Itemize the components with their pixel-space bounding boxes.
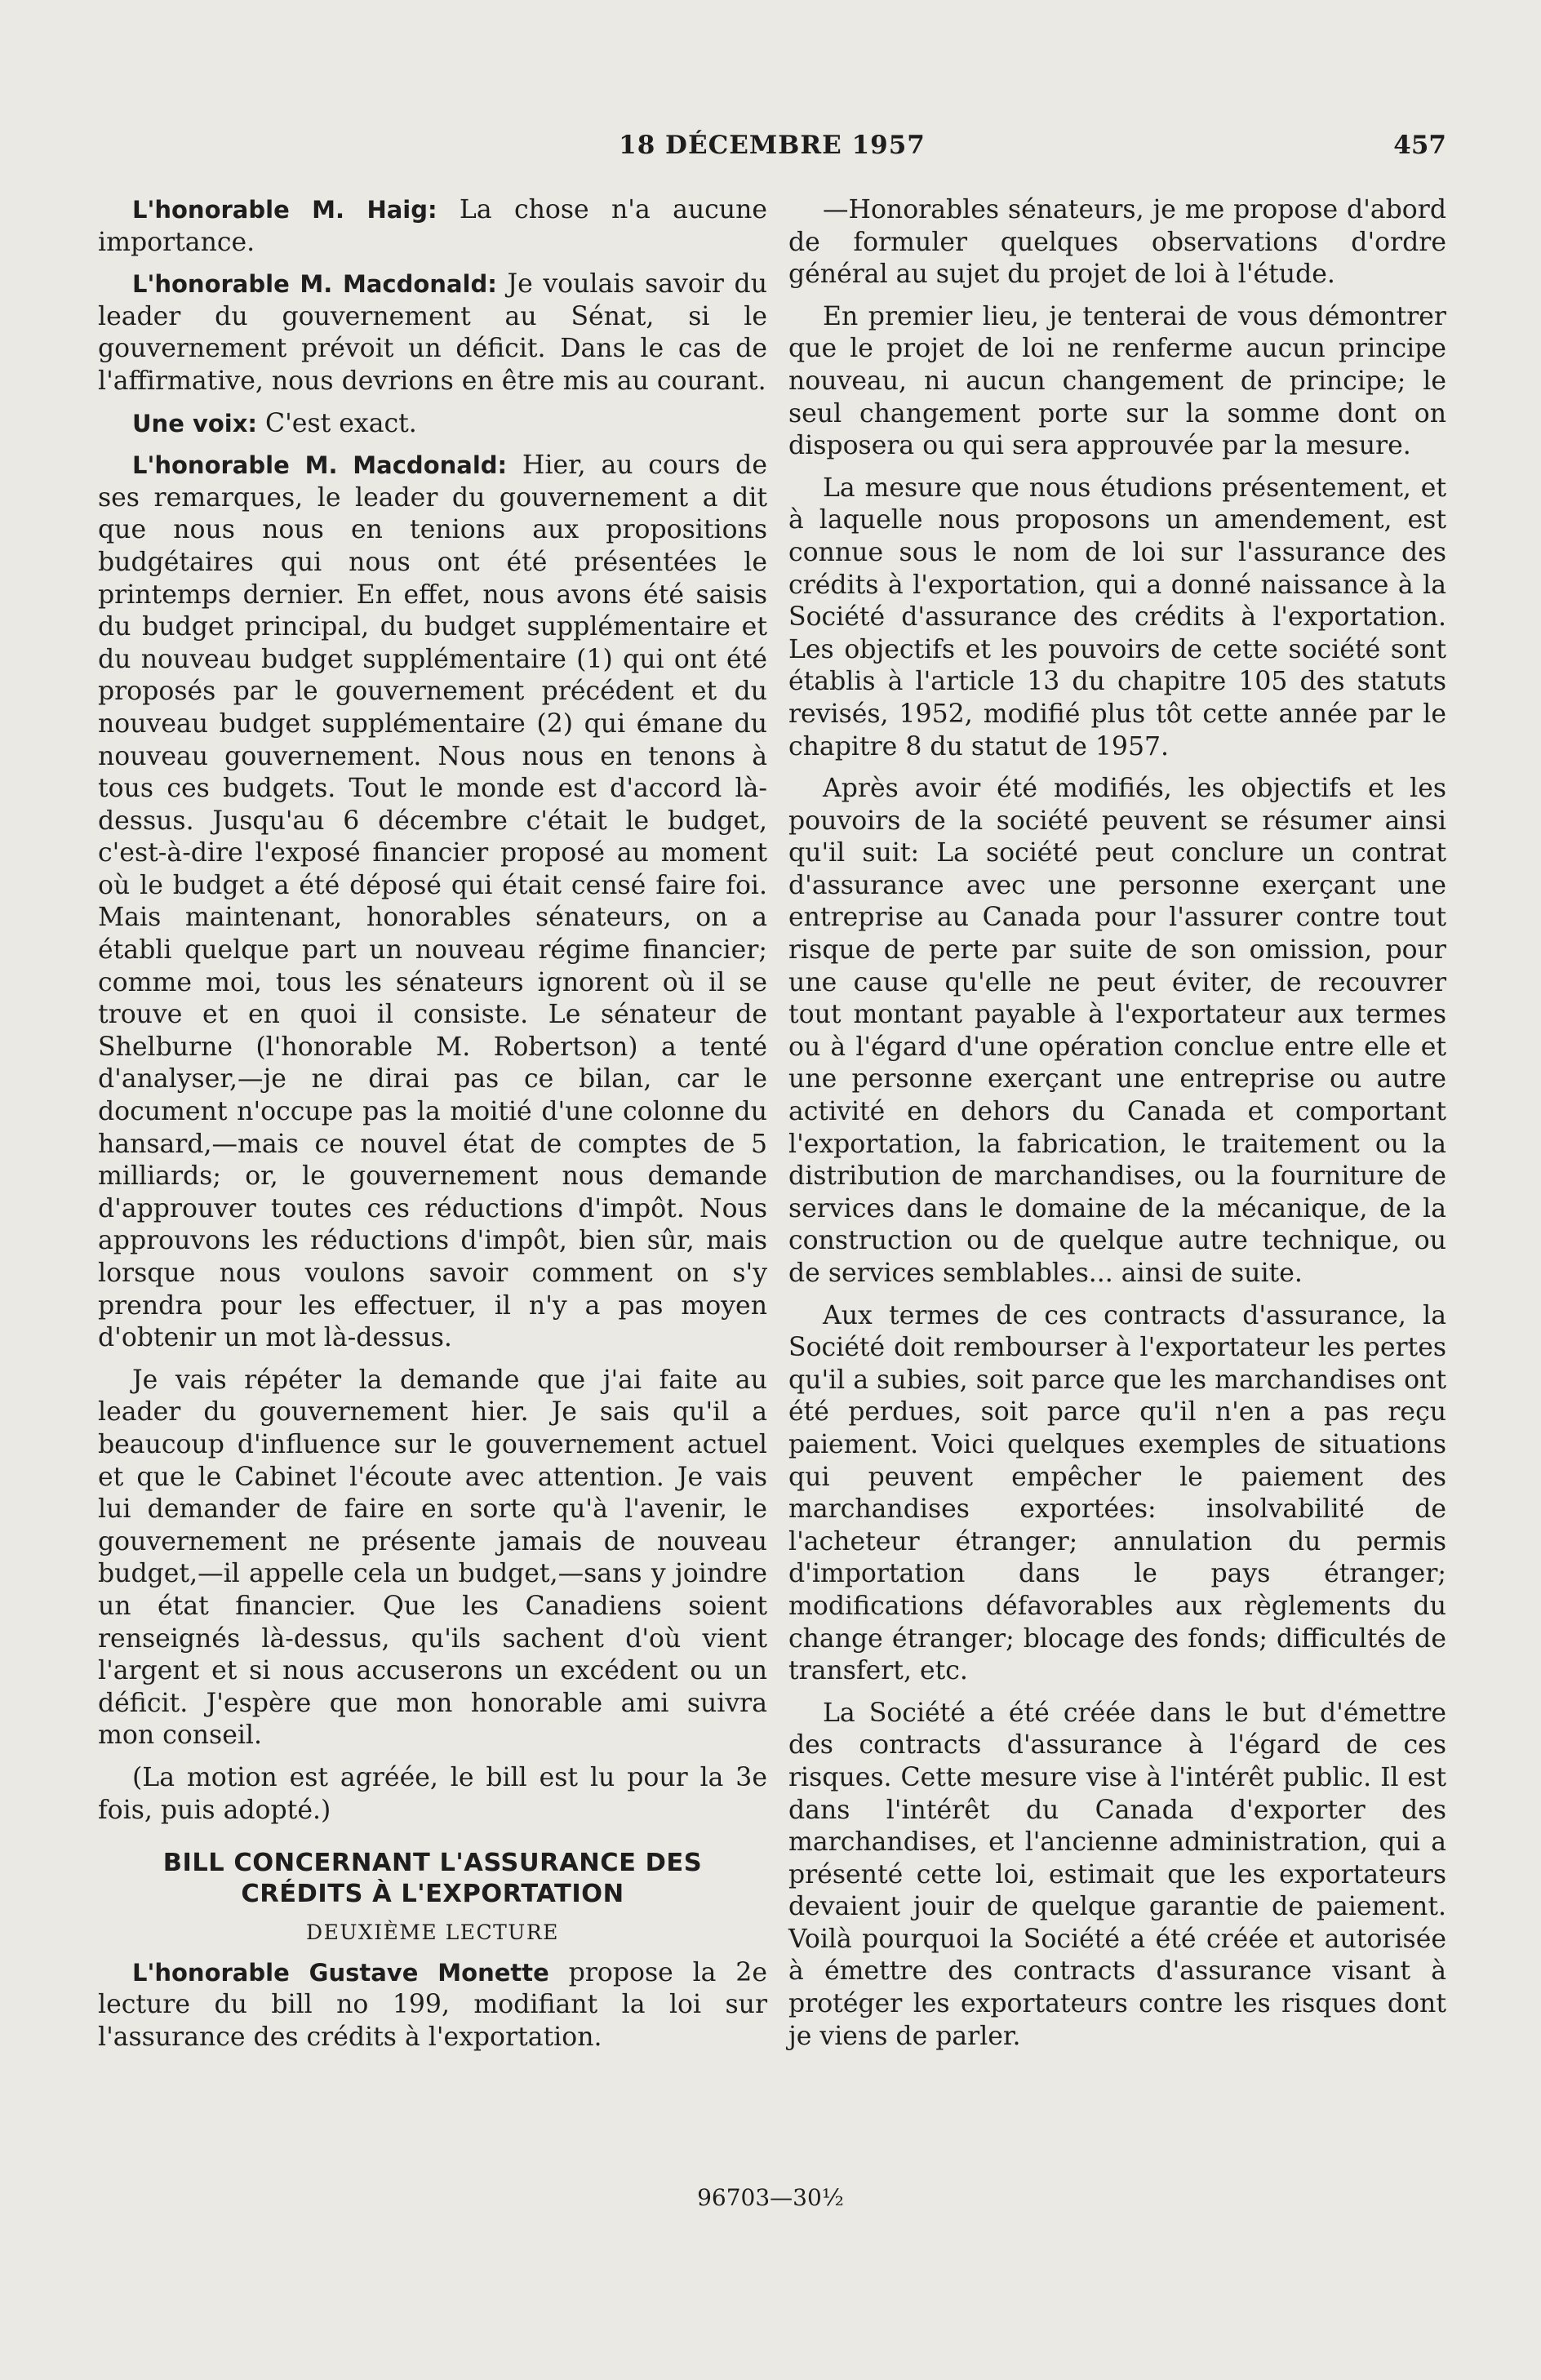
speech-text: propose la 2e lecture du bill no 199, modifiant la loi sur l'assurance des crédits à l'exportation.: [98, 1957, 767, 2052]
header-date: 18 DÉCEMBRE 1957: [619, 131, 926, 160]
speaker-name: L'honorable M. Macdonald:: [132, 270, 497, 299]
paragraph: [98, 194, 767, 259]
paragraph: Après avoir été modifiés, les objectifs et les pouvoirs de la société peuvent se résumer ainsi qu'il suit: La société peut conclure un contrat d'assurance avec une personne exerçant une entreprise au Canada pour l'assurer contre tout risque de perte par suite de son omission, pour une cause qu'elle ne peut éviter, de recouvrer tout montant payable à l'exportateur aux termes ou à l'égard d'une opération conclue entre elle et une personne exerçant une entreprise ou autre activité en dehors du Canada et comportant l'exportation, la fabrication, le traitement ou la distribution de marchandises, ou la fourniture de services dans le domaine de la mécanique, de la construction ou de quelque autre technique, ou de services semblables... ainsi de suite.: [788, 774, 1446, 1288]
paragraph: —Honorables sénateurs, je me propose d'abord de formuler quelques observations d'ordre général au sujet du projet de loi à l'étude.: [788, 195, 1446, 290]
speaker-name: L'honorable M. Macdonald:: [132, 451, 508, 480]
speaker-name: Une voix:: [132, 409, 258, 437]
paragraph: [98, 1957, 767, 2054]
page-header: [98, 131, 1446, 180]
section-heading: BILL CONCERNANT L'ASSURANCE DES CRÉDITS À L'EXPORTATION: [162, 1849, 703, 1909]
speaker-name: L'honorable M. Haig:: [132, 196, 437, 224]
left-column: [98, 194, 767, 2063]
paragraph: [98, 450, 767, 1355]
speech-text: C'est exact.: [257, 408, 417, 438]
page-number: 457: [1393, 131, 1446, 160]
paragraph: (La motion est agréée, le bill est lu pour la 3e fois, puis adopté.): [98, 1762, 767, 1825]
speaker-name: L'honorable Gustave Monette: [132, 1958, 549, 1987]
right-column: [788, 194, 1446, 2063]
paragraph: [98, 408, 767, 441]
paragraph: En premier lieu, je tenterai de vous démontrer que le projet de loi ne renferme aucun principe nouveau, ni aucun changement de principe; le seul changement porte sur la somme dont on disposera ou qui sera approuvée par la mesure.: [788, 301, 1446, 461]
paragraph: [98, 269, 767, 397]
paragraph: Je vais répéter la demande que j'ai faite au leader du gouvernement hier. Je sais qu'il a beaucoup d'influence sur le gouvernement actuel et que le Cabinet l'écoute avec attention. Je vais lui demander de faire en sorte qu'à l'avenir, le gouvernement ne présente jamais de nouveau budget,—il appelle cela un budget,—sans y joindre un état financier. Que les Canadiens soient renseignés là-dessus, qu'ils sachent d'où vient l'argent et si nous accuserons un excédent ou un déficit. J'espère que mon honorable ami suivra mon conseil.: [98, 1365, 767, 1751]
section-subheading: DEUXIÈME LECTURE: [306, 1920, 559, 1945]
paragraph: La mesure que nous étudions présentement, et à laquelle nous proposons un amendement, est connue sous le nom de loi sur l'assurance des crédits à l'exportation, qui a donné naissance à la Société d'assurance des crédits à l'exportation. Les objectifs et les pouvoirs de cette société sont établis à l'article 13 du chapitre 105 des statuts revisés, 1952, modifié plus tôt cette année par le chapitre 8 du statut de 1957.: [788, 473, 1446, 762]
speech-text: Je voulais savoir du leader du gouvernement au Sénat, si le gouvernement prévoit un déficit. Dans le cas de l'affirmative, nous devrions en être mis au courant.: [98, 269, 767, 396]
page-footer-code: 96703—30½: [697, 2184, 844, 2211]
speech-text: La chose n'a aucune importance.: [98, 195, 767, 257]
paragraph: Aux termes de ces contracts d'assurance, la Société doit rembourser à l'exportateur les pertes qu'il a subies, soit parce que les marchandises ont été perdues, soit parce qu'il n'en a pas reçu paiement. Voici quelques exemples de situations qui peuvent empêcher le paiement des marchandises exportées: insolvabilité de l'acheteur étranger; annulation du permis d'importation dans le pays étranger; modifications défavorables aux règlements du change étranger; blocage des fonds; difficultés de transfert, etc.: [788, 1300, 1446, 1686]
paragraph: La Société a été créée dans le but d'émettre des contracts d'assurance à l'égard de ces risques. Cette mesure vise à l'intérêt public. Il est dans l'intérêt du Canada d'exporter des marchandises, et l'ancienne administration, qui a présenté cette loi, estimait que les exportateurs devaient jouir de quelque garantie de paiement. Voilà pourquoi la Société a été créée et autorisée à émettre des contracts d'assurance visant à protéger les exportateurs contre les risques dont je viens de parler.: [788, 1698, 1446, 2051]
speech-text: Hier, au cours de ses remarques, le leader du gouvernement a dit que nous nous en tenions aux propositions budgétaires qui nous ont été présentées le printemps dernier. En effet, nous avons été saisis du budget principal, du budget supplémentaire et du nouveau budget supplémentaire (1) qui ont été proposés par le gouvernement précédent et du nouveau budget supplémentaire (2) qui émane du nouveau gouvernement. Nous nous en tenons à tous ces budgets. Tout le monde est d'accord là-dessus. Jusqu'au 6 décembre c'était le budget, c'est-à-dire l'exposé financier proposé au moment où le budget a été déposé qui était censé faire foi. Mais maintenant, honorables sénateurs, on a établi quelque part un nouveau régime financier; comme moi, tous les sénateurs ignorent où il se trouve et en quoi il consiste. Le sénateur de Shelburne (l'honorable M. Robertson) a tenté d'analyser,—je ne dirai pas ce bilan, car le document n'occupe pas la moitié d'une colonne du hansard,—mais ce nouvel état de comptes de 5 milliards; or, le gouvernement nous demande d'approuver toutes ces réductions d'impôt. Nous approuvons les réductions d'impôt, bien sûr, mais lorsque nous voulons savoir comment on s'y prendra pour les effectuer, il n'y a pas moyen d'obtenir un mot là-dessus.: [98, 451, 767, 1353]
